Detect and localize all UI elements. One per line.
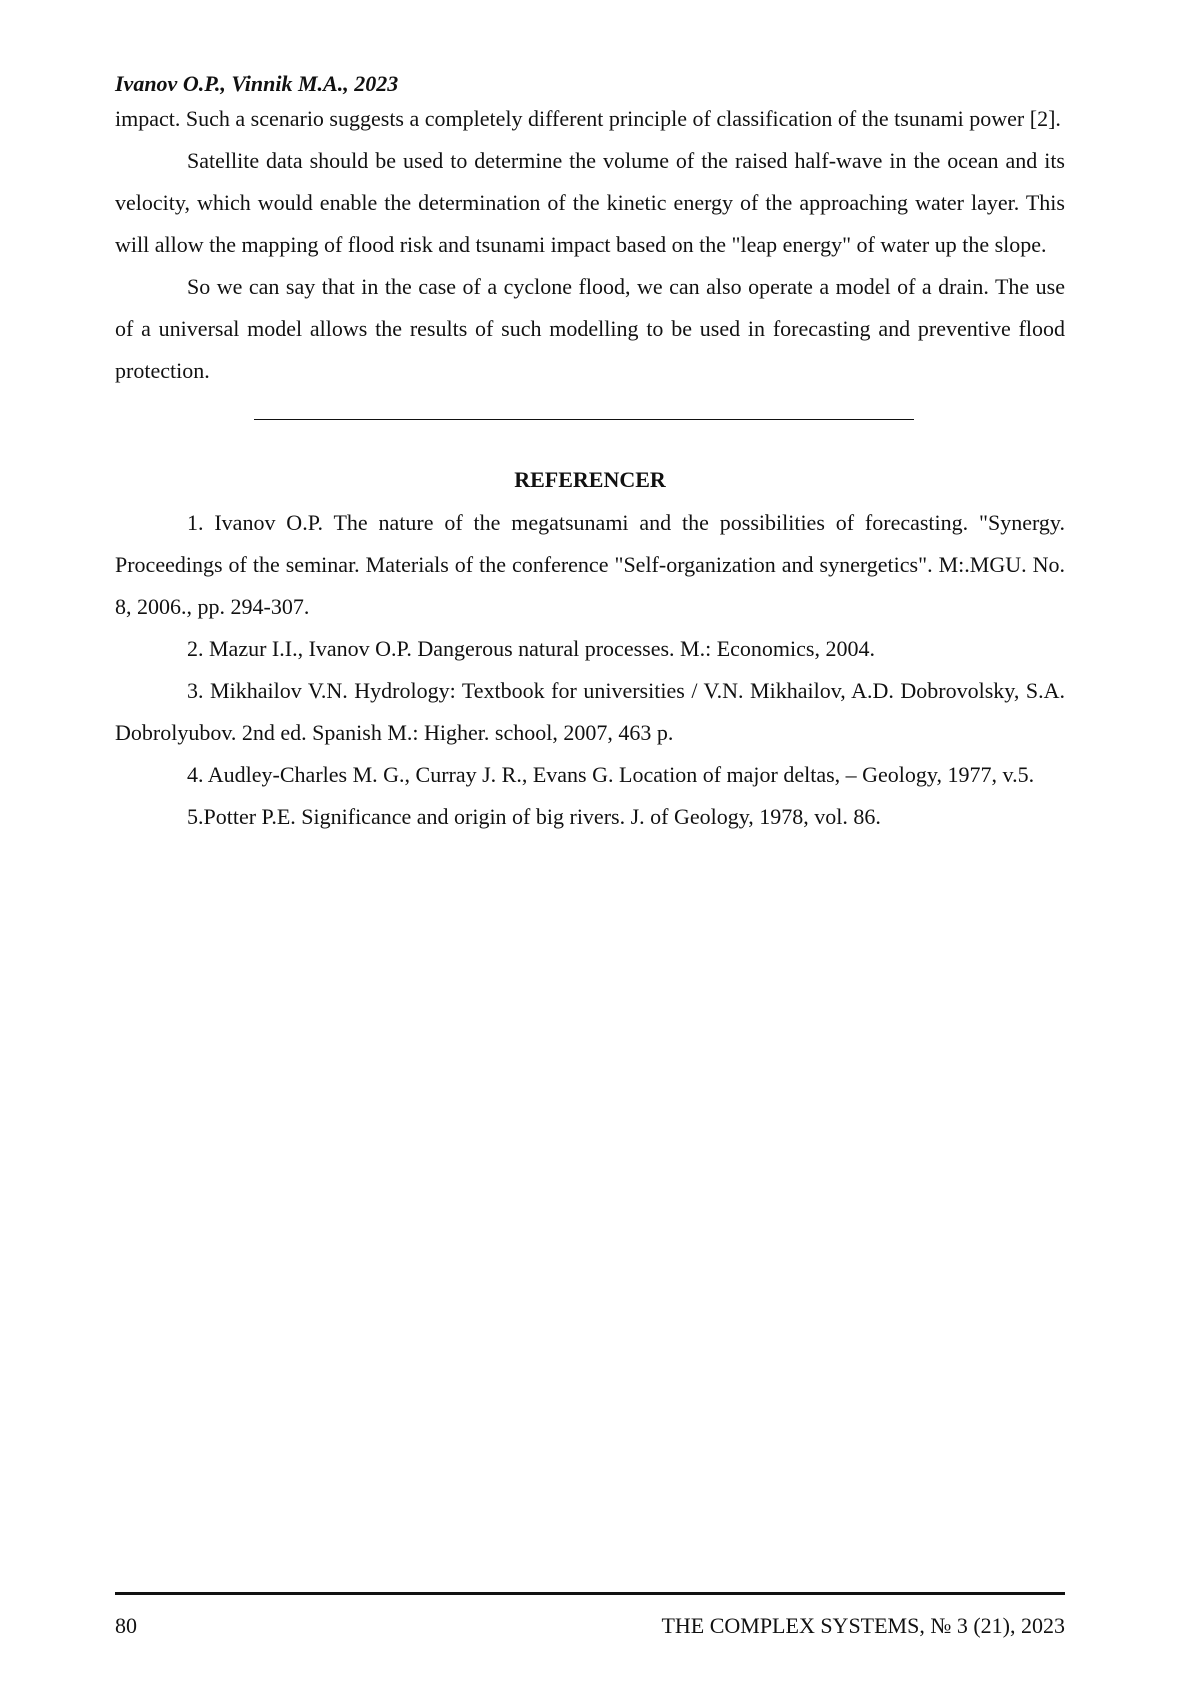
page-number: 80 (115, 1613, 137, 1638)
reference-item-1: 1. Ivanov O.P. The nature of the megatsunami and the possibilities of forecasting. "Synergy. Proceedings of the seminar. Materials of the conference "Self-organization and synergetics". M:.MGU. No. 8, 2006., pp. 294-307. (115, 510, 1065, 619)
body-paragraph-2: Satellite data should be used to determine the volume of the raised half-wave in the ocean and its velocity, which would enable the determination of the kinetic energy of the approaching water layer. This will allow the mapping of flood risk and tsunami impact based on the "leap energy" of water up the slope. (115, 148, 1065, 257)
body-paragraph-1: impact. Such a scenario suggests a completely different principle of classification of the tsunami power [2]. (115, 106, 1061, 131)
references-heading: REFERENCER (514, 467, 666, 492)
section-separator (254, 419, 914, 420)
journal-title: THE COMPLEX SYSTEMS, № 3 (21), 2023 (661, 1613, 1065, 1638)
references-list (115, 502, 1065, 838)
page-footer (115, 1612, 1065, 1640)
reference-item-4: 4. Audley-Charles M. G., Curray J. R., Evans G. Location of major deltas, – Geology, 1977, v.5. (187, 762, 1035, 787)
reference-item-5: 5.Potter P.E. Significance and origin of big rivers. J. of Geology, 1978, vol. 86. (187, 804, 881, 829)
reference-item-2: 2. Mazur I.I., Ivanov O.P. Dangerous natural processes. M.: Economics, 2004. (187, 636, 875, 661)
running-header-authors: Ivanov O.P., Vinnik M.A., 2023 (115, 71, 399, 96)
body-paragraph-3: So we can say that in the case of a cyclone flood, we can also operate a model of a drain. The use of a universal model allows the results of such modelling to be used in forecasting and preventive flood protection. (115, 274, 1065, 383)
reference-item-3: 3. Mikhailov V.N. Hydrology: Textbook for universities / V.N. Mikhailov, A.D. Dobrovolsky, S.A. Dobrolyubov. 2nd ed. Spanish M.: Higher. school, 2007, 463 p. (115, 678, 1065, 745)
footer-rule (115, 1592, 1065, 1595)
page-content (115, 70, 1065, 838)
body-text (115, 98, 1065, 392)
